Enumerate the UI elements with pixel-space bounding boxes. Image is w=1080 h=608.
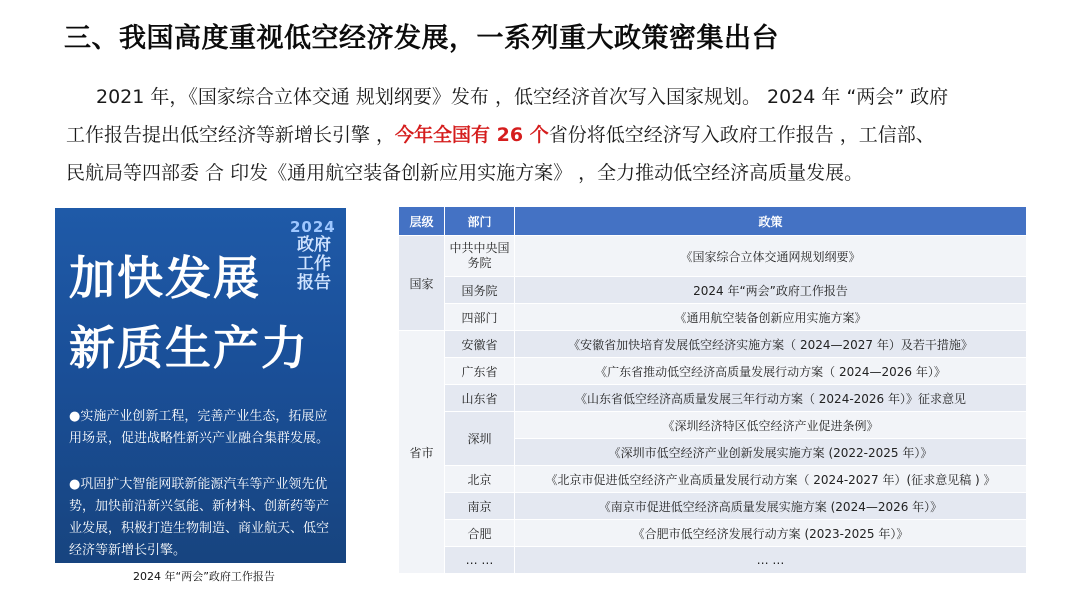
policy-cell: 《深圳市低空经济产业创新发展实施方案 (2022-2025 年）》 [515, 439, 1027, 466]
page-title: 三、我国高度重视低空经济发展，一系列重大政策密集出台 [64, 23, 779, 54]
poster-caption: 2024 年“两会”政府工作报告 [133, 570, 275, 583]
policy-cell: 《深圳经济特区低空经济产业促进条例》 [515, 412, 1027, 439]
table-row [399, 520, 1027, 547]
dept-cell: 山东省 [445, 385, 515, 412]
table-row [399, 466, 1027, 493]
table-row [399, 385, 1027, 412]
intro-paragraph [66, 78, 1046, 192]
policy-cell: 《合肥市低空经济发展行动方案 (2023-2025 年）》 [515, 520, 1027, 547]
dept-cell: 四部门 [445, 304, 515, 331]
poster-bullet-1: ●实施产业创新工程，完善产业生态，拓展应用场景，促进战略性新兴产业融合集群发展。 [69, 409, 330, 446]
table-row [399, 547, 1027, 574]
poster-bullet-2: ●巩固扩大智能网联新能源汽车等产业领先优势，加快前沿新兴氢能、新材料、创新药等产业发展，积极打造生物制造、商业航天、低空经济等新增长引擎。 [69, 477, 330, 558]
header-policy: 政策 [515, 207, 1027, 236]
dept-cell: 中共中央国务院 [445, 236, 515, 277]
highlight-26-provinces: 今年全国有 26 个 [395, 124, 549, 146]
table-row [399, 412, 1027, 439]
dept-cell: 合肥 [445, 520, 515, 547]
table-row [399, 331, 1027, 358]
report-poster-image [55, 208, 346, 563]
policy-cell: 《安徽省加快培育发展低空经济实施方案（ 2024—2027 年）及若干措施》 [515, 331, 1027, 358]
policy-cell: 2024 年“两会”政府工作报告 [515, 277, 1027, 304]
paragraph-line-2-b: 省份将低空经济写入政府工作报告 ，工信部、 [548, 124, 935, 146]
policy-cell: 《广东省推动低空经济高质量发展行动方案（ 2024—2026 年）》 [515, 358, 1027, 385]
table-row [399, 304, 1027, 331]
policy-cell: … … [515, 547, 1027, 574]
table-row [399, 493, 1027, 520]
dept-cell: 南京 [445, 493, 515, 520]
level-provincial: 省市 [399, 331, 445, 574]
table-row [399, 358, 1027, 385]
poster-headline-2: 新质生产力 [69, 321, 309, 375]
dept-cell: 北京 [445, 466, 515, 493]
dept-cell: … … [445, 547, 515, 574]
policy-cell: 《山东省低空经济高质量发展三年行动方案（ 2024-2026 年）》征求意见 [515, 385, 1027, 412]
header-level: 层级 [399, 207, 445, 236]
poster-headline-1: 加快发展 [69, 251, 261, 305]
table-row [399, 236, 1027, 277]
dept-cell: 安徽省 [445, 331, 515, 358]
poster-tag: 政府工作报告 [297, 235, 331, 293]
table-header-row [399, 207, 1027, 236]
policy-cell: 《南京市促进低空经济高质量发展实施方案 (2024—2026 年）》 [515, 493, 1027, 520]
policy-cell: 《北京市促进低空经济产业高质量发展行动方案（ 2024-2027 年）(征求意见稿 ) 》 [515, 466, 1027, 493]
dept-cell: 广东省 [445, 358, 515, 385]
level-national: 国家 [399, 236, 445, 331]
paragraph-line-1: 2021 年，《国家综合立体交通 规划纲要》发布 ，低空经济首次写入国家规划。 2024 年 “两会” 政府 [96, 86, 949, 108]
dept-cell: 国务院 [445, 277, 515, 304]
poster-year: 2024 [290, 218, 336, 236]
table-row [399, 277, 1027, 304]
policy-cell: 《通用航空装备创新应用实施方案》 [515, 304, 1027, 331]
header-dept: 部门 [445, 207, 515, 236]
policy-cell: 《国家综合立体交通网规划纲要》 [515, 236, 1027, 277]
paragraph-line-3: 民航局等四部委 合 印发《通用航空装备创新应用实施方案》 ，全力推动低空经济高质量发展。 [66, 162, 864, 184]
paragraph-line-2 [66, 116, 1046, 154]
dept-cell: 深圳 [445, 412, 515, 466]
policy-table [398, 206, 1027, 574]
paragraph-line-2-a: 工作报告提出低空经济等新增长引擎 ， [66, 124, 396, 146]
